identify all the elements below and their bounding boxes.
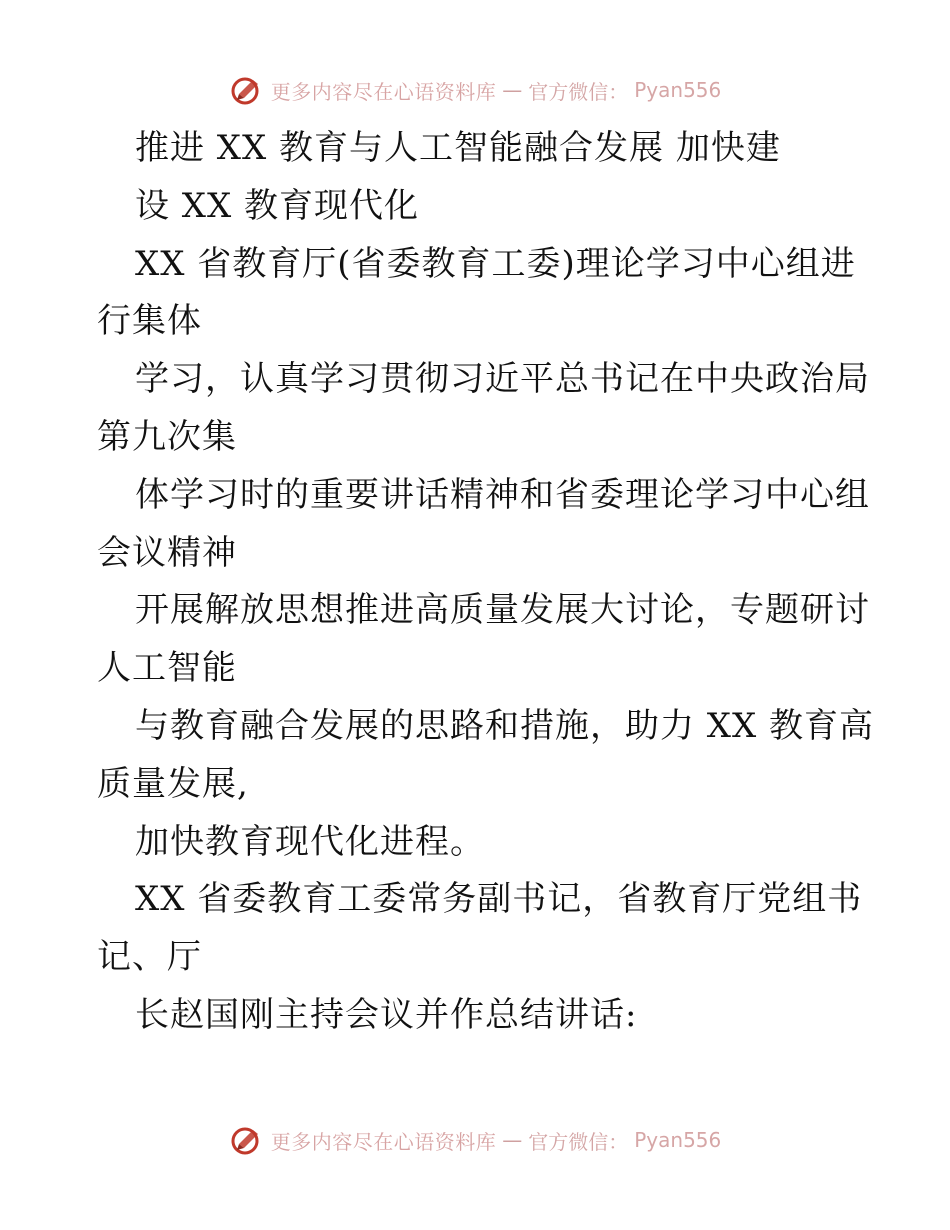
watermark-dash: — <box>502 78 523 102</box>
paragraph-line: XX 省委教育工委常务副书记，省教育厅党组书 <box>135 879 863 920</box>
title-line-1: 推进 XX 教育与人工智能融合发展 加快建 <box>135 128 781 168</box>
paragraph-line: 长赵国刚主持会议并作总结讲话: <box>135 994 638 1035</box>
watermark-dash: — <box>502 1128 523 1152</box>
watermark-text: 更多内容尽在心语资料库 <box>270 1129 497 1154</box>
paragraph-line: 开展解放思想推进高质量发展大讨论，专题研讨 <box>135 590 870 631</box>
document-body <box>97 120 875 1045</box>
watermark-wechat-id: Pyan556 <box>634 1128 722 1152</box>
watermark-text: 更多内容尽在心语资料库 <box>270 79 497 104</box>
title-line-2: 设 XX 教育现代化 <box>135 185 420 226</box>
paragraph-line: 加快教育现代化进程。 <box>135 821 485 862</box>
paragraph-line: 行集体 <box>97 301 202 342</box>
paragraph-line: 第九次集 <box>97 416 237 457</box>
paragraph-line: 质量发展, <box>97 763 249 804</box>
watermark-wechat-label: 官方微信： <box>528 1129 629 1154</box>
paragraph-line: 体学习时的重要讲话精神和省委理论学习中心组 <box>135 474 870 515</box>
footer-watermark <box>0 1122 950 1158</box>
paragraph-line: 人工智能 <box>97 648 237 689</box>
paragraph-line: 与教育融合发展的思路和措施，助力 XX 教育高 <box>135 705 875 746</box>
pen-logo-icon <box>229 72 265 108</box>
paragraph-line: 记、厅 <box>97 937 202 978</box>
header-watermark <box>0 72 950 108</box>
watermark-wechat-id: Pyan556 <box>634 78 722 102</box>
paragraph-line: 会议精神 <box>97 532 237 573</box>
pen-logo-icon <box>229 1122 265 1158</box>
watermark-wechat-label: 官方微信： <box>528 79 629 104</box>
paragraph-line: 学习，认真学习贯彻习近平总书记在中央政治局 <box>135 359 870 400</box>
paragraph-line: XX 省教育厅(省委教育工委)理论学习中心组进 <box>135 243 856 284</box>
